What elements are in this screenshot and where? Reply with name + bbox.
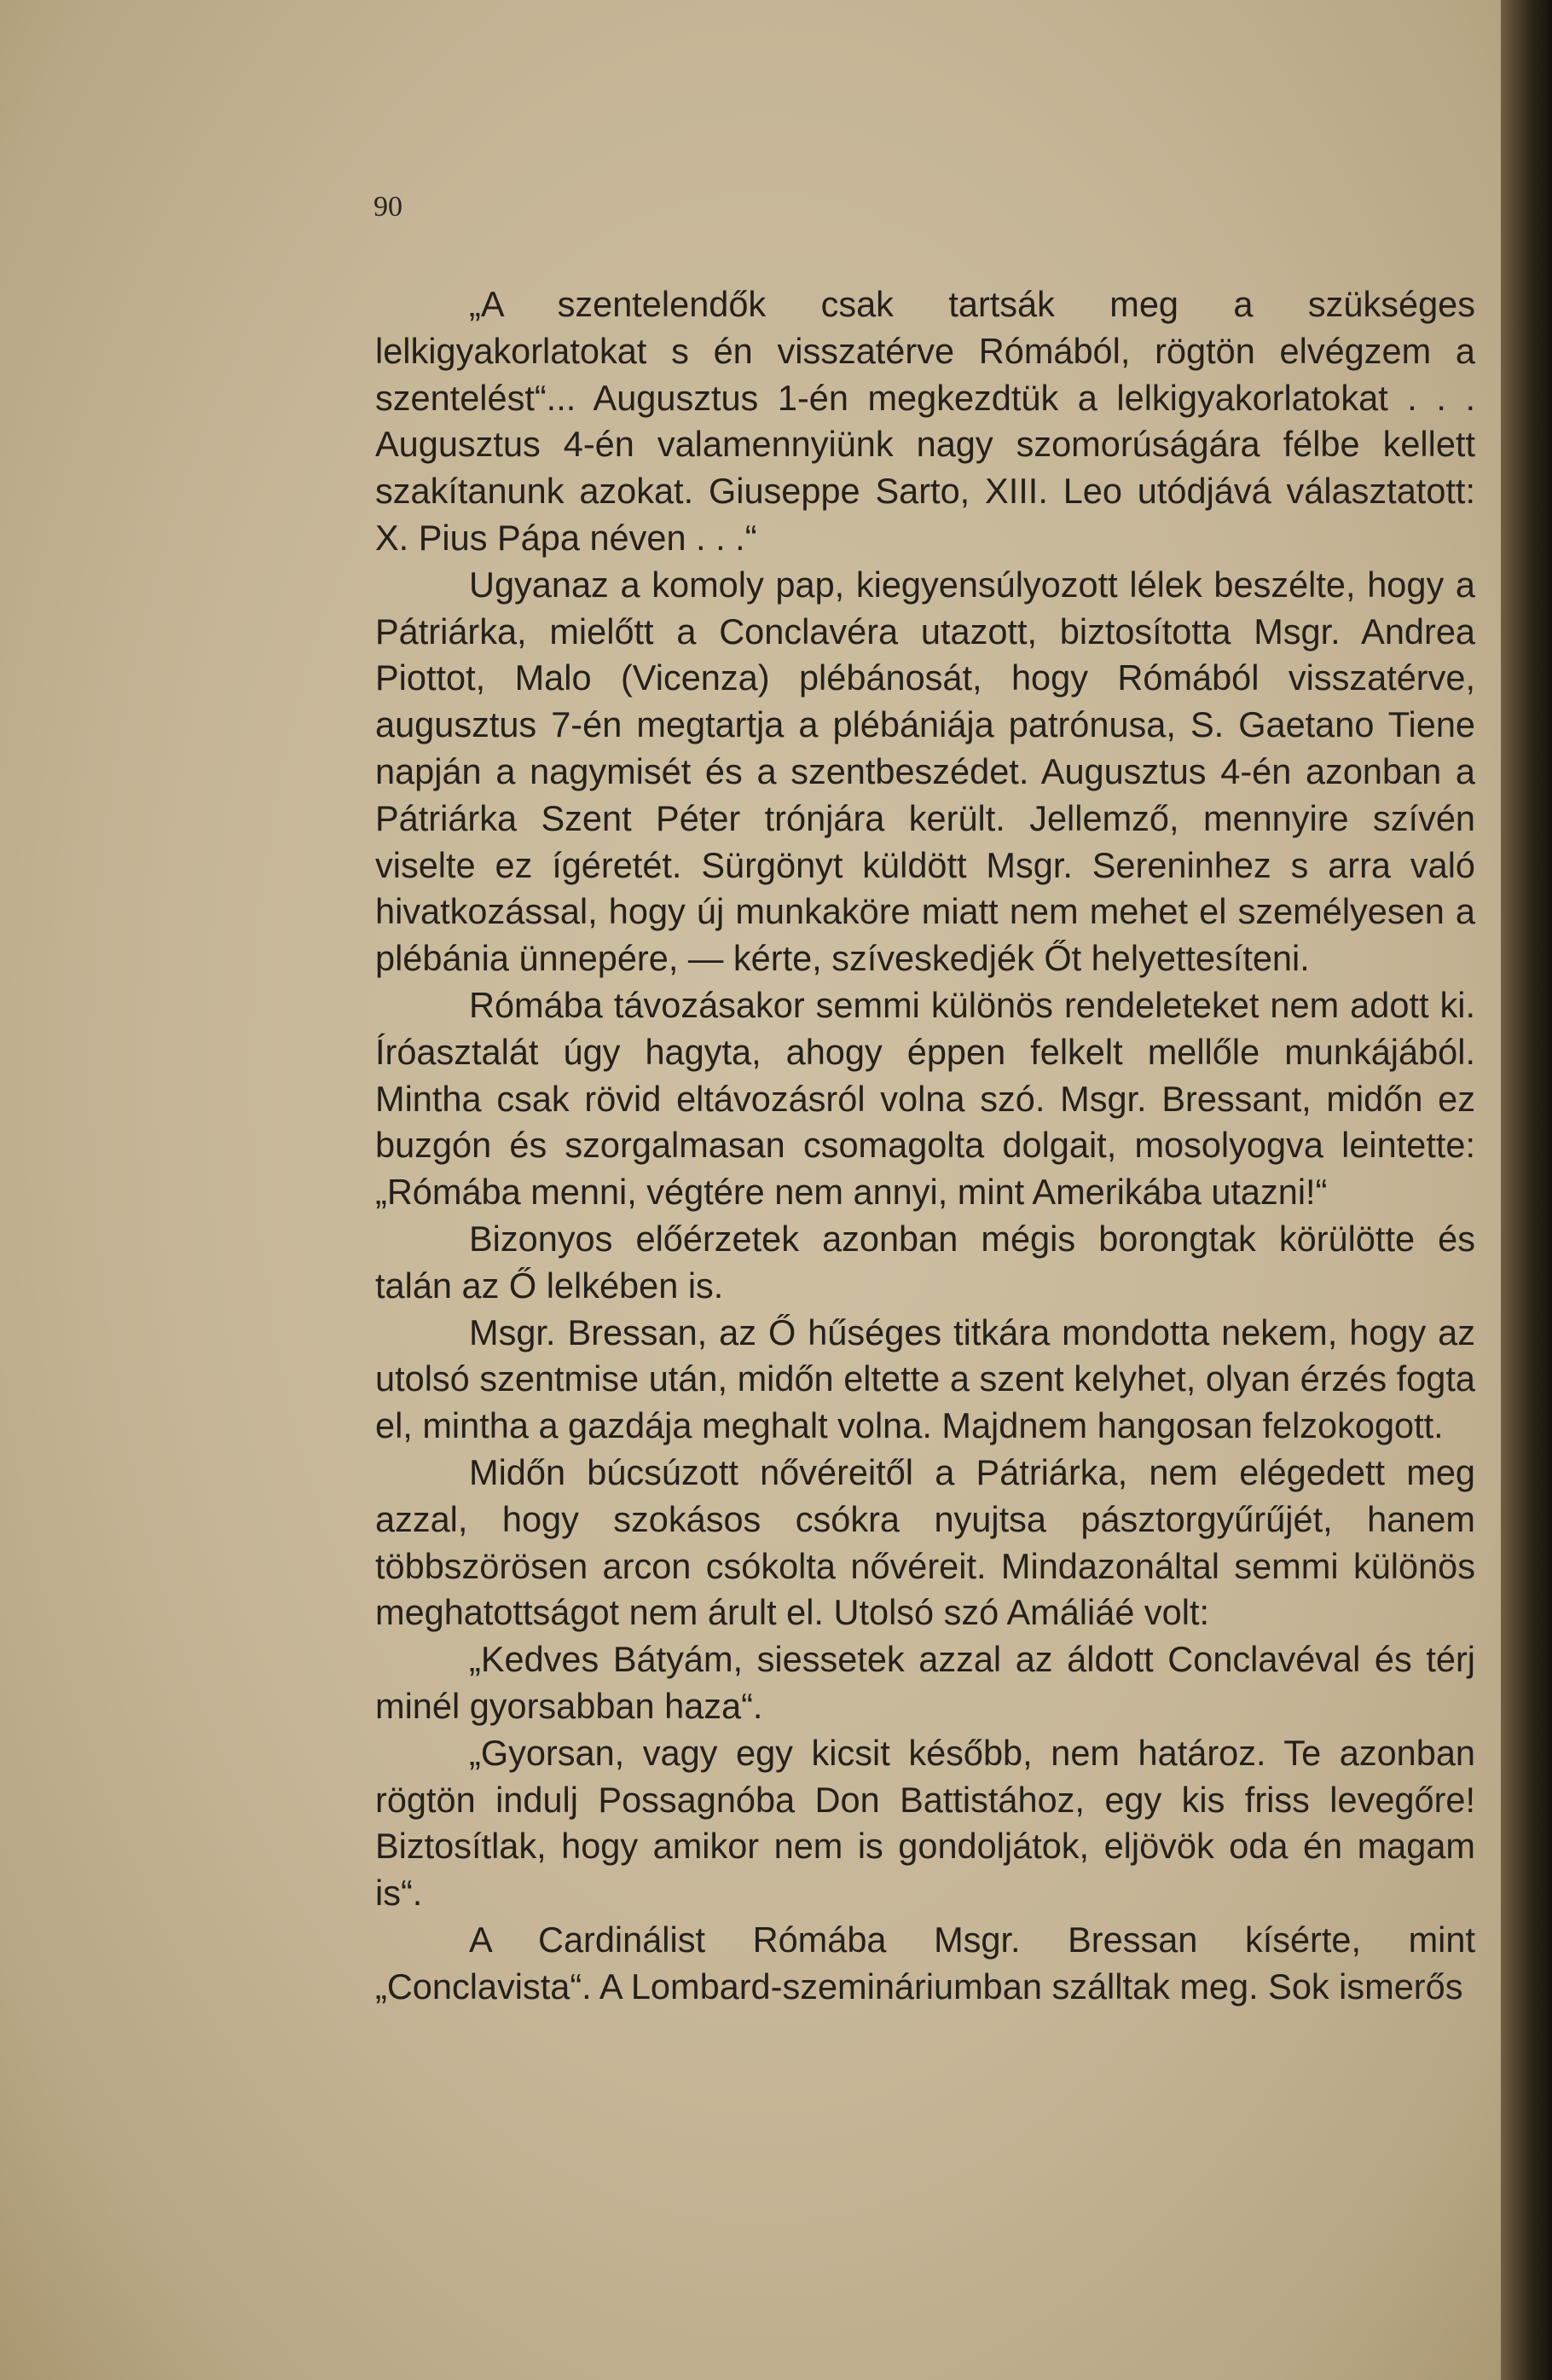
page-number: 90 <box>374 191 402 223</box>
paragraph-8: „Gyorsan, vagy egy kicsit később, nem határoz. Te azonban rögtön indulj Possagnóba Don Battistához, egy kis friss levegőre! Biztosítlak, hogy amikor nem is gondoljátok, eljövök oda én magam is“. <box>375 1732 1475 1914</box>
book-spine-shadow <box>1501 0 1552 2380</box>
paragraph-2: Ugyanaz a komoly pap, kiegyensúlyozott lélek beszélte, hogy a Pátriárka, mielőtt a Conclavéra utazott, biztosította Msgr. Andrea Piottot, Malo (Vicenza) plébánosát, hogy Rómából visszatérve, augusztus 7-én megtartja a plébániája patrónusa, S. Gaetano Tiene napján a nagymisét és a szentbeszédet. Augusztus 4-én azonban a Pátriárka Szent Péter trónjára került. Jellemző, mennyire szívén viselte ez ígéretét. Sürgönyt küldött Msgr. Sereninhez s arra való hivatkozással, hogy új munkaköre miatt nem mehet el személyesen a plébánia ünnepére, — kérte, szíveskedjék Őt helyettesíteni. <box>375 564 1475 979</box>
paragraph-1: „A szentelendők csak tartsák meg a szükséges lelkigyakorlatokat s én visszatérve Rómából, rögtön elvégzem a szentelést“... Augusztus 1-én megkezdtük a lelkigyakorlatokat . . . Augusztus 4-én valamennyiünk nagy szomorúságára félbe kellett szakítanunk azokat. Giuseppe Sarto, XIII. Leo utódjává választatott: X. Pius Pápa néven . . .“ <box>375 284 1475 558</box>
paragraph-4: Bizonyos előérzetek azonban mégis borongtak körülötte és talán az Ő lelkében is. <box>375 1218 1475 1306</box>
paragraph-5: Msgr. Bressan, az Ő hűséges titkára mondotta nekem, hogy az utolsó szentmise után, midőn eltette a szent kelyhet, olyan érzés fogta el, mintha a gazdája meghalt volna. Majdnem hangosan felzokogott. <box>375 1312 1475 1446</box>
paragraph-7: „Kedves Bátyám, siessetek azzal az áldott Conclavéval és térj minél gyorsabban haza“. <box>375 1639 1475 1726</box>
paragraph-6: Midőn búcsúzott nővéreitől a Pátriárka, nem elégedett meg azzal, hogy szokásos csókra nyujtsa pásztorgyűrűjét, hanem többszörösen arcon csókolta nővéreit. Mindazonáltal semmi különös meghatottságot nem árult el. Utolsó szó Amáliáé volt: <box>375 1451 1475 1633</box>
paragraph-9: A Cardinálist Rómába Msgr. Bressan kísérte, mint „Conclavista“. A Lombard-szemináriumban szálltak meg. Sok ismerős <box>375 1919 1475 2006</box>
body-text <box>375 281 1475 2010</box>
paragraph-3: Rómába távozásakor semmi különös rendeleteket nem adott ki. Íróasztalát úgy hagyta, ahogy éppen felkelt mellőle munkájából. Mintha csak rövid eltávozásról volna szó. Msgr. Bressant, midőn ez buzgón és szorgalmasan csomagolta dolgait, mosolyogva leintette: „Rómába menni, végtére nem annyi, mint Amerikába utazni!“ <box>375 984 1475 1213</box>
